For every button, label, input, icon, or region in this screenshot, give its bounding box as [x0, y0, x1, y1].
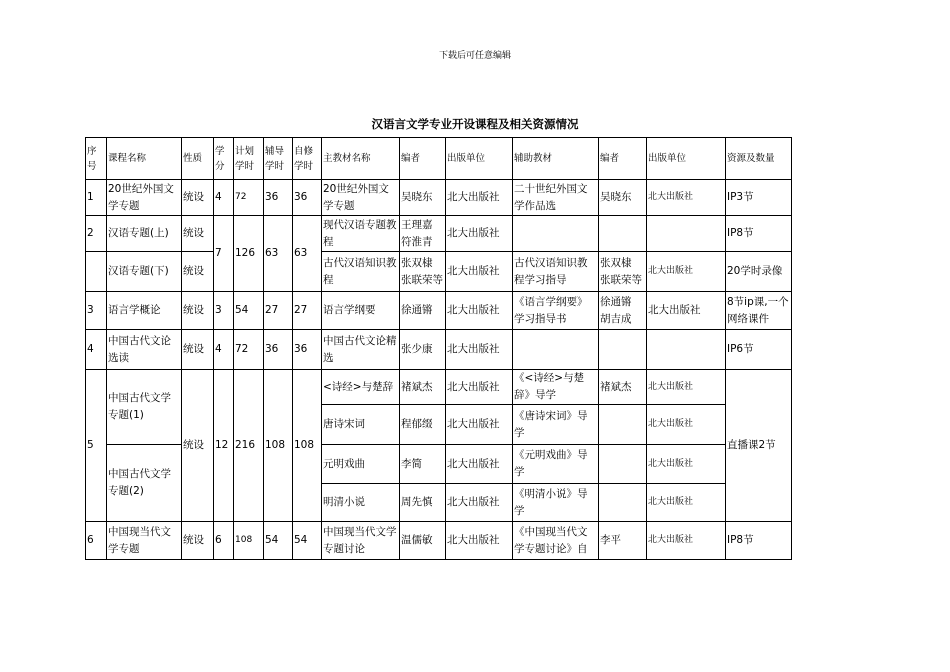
table-row — [86, 252, 792, 292]
cell-aux-publisher: 北大出版社 — [647, 252, 726, 292]
header-cell: 编者 — [400, 138, 446, 180]
header-cell: 资源及数量 — [726, 138, 792, 180]
cell-credit: 7 — [214, 216, 234, 292]
cell-resources: 直播课2节 — [726, 370, 792, 522]
cell-course: 中国古代文论选读 — [107, 330, 182, 370]
cell-aux-publisher — [647, 330, 726, 370]
cell-editor: 张少康 — [400, 330, 446, 370]
cell-self-hours: 36 — [293, 180, 322, 216]
cell-resources: IP3节 — [726, 180, 792, 216]
cell-aux-textbook: 《中国现当代文学专题讨论》自 — [513, 522, 599, 560]
cell-aux-editor — [599, 445, 647, 484]
cell-plan-hours: 72 — [234, 330, 264, 370]
cell-publisher: 北大出版社 — [446, 405, 513, 445]
cell-tutor-hours: 54 — [264, 522, 293, 560]
cell-no: 4 — [86, 330, 107, 370]
cell-editor: 周先慎 — [400, 484, 446, 522]
cell-nature: 统设 — [182, 330, 214, 370]
cell-editor: 王理嘉 符淮青 — [400, 216, 446, 252]
cell-textbook: 中国古代文论精选 — [322, 330, 400, 370]
table-row — [86, 330, 792, 370]
cell-aux-textbook — [513, 216, 599, 252]
cell-self-hours: 108 — [293, 370, 322, 522]
cell-no — [86, 252, 107, 292]
cell-no: 1 — [86, 180, 107, 216]
cell-nature: 统设 — [182, 180, 214, 216]
header-cell: 出版单位 — [446, 138, 513, 180]
cell-publisher: 北大出版社 — [446, 292, 513, 330]
cell-editor: 褚斌杰 — [400, 370, 446, 405]
cell-course: 语言学概论 — [107, 292, 182, 330]
header-cell: 序号 — [86, 138, 107, 180]
cell-aux-editor: 吴晓东 — [599, 180, 647, 216]
cell-no: 2 — [86, 216, 107, 252]
cell-no: 5 — [86, 370, 107, 522]
table-row — [86, 180, 792, 216]
cell-self-hours: 54 — [293, 522, 322, 560]
cell-aux-editor: 李平 — [599, 522, 647, 560]
cell-aux-publisher: 北大出版社 — [647, 370, 726, 405]
cell-self-hours: 63 — [293, 216, 322, 292]
cell-textbook: 20世纪外国文学专题 — [322, 180, 400, 216]
cell-textbook: 唐诗宋词 — [322, 405, 400, 445]
cell-self-hours: 36 — [293, 330, 322, 370]
cell-course: 汉语专题(上) — [107, 216, 182, 252]
table-row — [86, 522, 792, 560]
cell-publisher: 北大出版社 — [446, 252, 513, 292]
cell-aux-publisher: 北大出版社 — [647, 445, 726, 484]
cell-resources: IP8节 — [726, 216, 792, 252]
header-cell: 编者 — [599, 138, 647, 180]
header-cell: 辅助教材 — [513, 138, 599, 180]
cell-aux-editor — [599, 405, 647, 445]
cell-aux-textbook — [513, 330, 599, 370]
cell-editor: 李简 — [400, 445, 446, 484]
header-cell: 课程名称 — [107, 138, 182, 180]
cell-course: 中国古代文学专题(2) — [107, 445, 182, 522]
header-cell: 主教材名称 — [322, 138, 400, 180]
cell-textbook: 元明戏曲 — [322, 445, 400, 484]
cell-editor: 张双棣 张联荣等 — [400, 252, 446, 292]
cell-nature: 统设 — [182, 252, 214, 292]
cell-aux-textbook: 《<诗经>与楚辞》导学 — [513, 370, 599, 405]
cell-textbook: 现代汉语专题教程 — [322, 216, 400, 252]
cell-textbook: 语言学纲要 — [322, 292, 400, 330]
course-resource-table — [85, 137, 792, 560]
cell-aux-publisher: 北大出版社 — [647, 522, 726, 560]
cell-nature: 统设 — [182, 216, 214, 252]
table-row — [86, 216, 792, 252]
cell-tutor-hours: 36 — [264, 180, 293, 216]
cell-aux-textbook: 《明清小说》导学 — [513, 484, 599, 522]
table-header-row — [86, 138, 792, 180]
cell-tutor-hours: 63 — [264, 216, 293, 292]
cell-no: 3 — [86, 292, 107, 330]
cell-editor: 温儒敏 — [400, 522, 446, 560]
cell-aux-editor: 张双棣 张联荣等 — [599, 252, 647, 292]
header-cell: 辅导学时 — [264, 138, 293, 180]
cell-credit: 12 — [214, 370, 234, 522]
cell-aux-textbook: 《唐诗宋词》导学 — [513, 405, 599, 445]
cell-publisher: 北大出版社 — [446, 445, 513, 484]
cell-plan-hours: 216 — [234, 370, 264, 522]
cell-aux-textbook: 二十世纪外国文学作品选 — [513, 180, 599, 216]
cell-aux-editor — [599, 216, 647, 252]
header-cell: 出版单位 — [647, 138, 726, 180]
header-cell: 性质 — [182, 138, 214, 180]
cell-editor: 徐通锵 — [400, 292, 446, 330]
cell-publisher: 北大出版社 — [446, 216, 513, 252]
document-title: 汉语言文学专业开设课程及相关资源情况 — [371, 117, 579, 131]
cell-credit: 4 — [214, 330, 234, 370]
cell-plan-hours: 54 — [234, 292, 264, 330]
cell-self-hours: 27 — [293, 292, 322, 330]
cell-editor: 程郁缀 — [400, 405, 446, 445]
cell-textbook: 明清小说 — [322, 484, 400, 522]
cell-resources: 8节ip课,一个网络课件 — [726, 292, 792, 330]
header-cell: 学分 — [214, 138, 234, 180]
cell-tutor-hours: 108 — [264, 370, 293, 522]
cell-aux-textbook: 古代汉语知识教程学习指导 — [513, 252, 599, 292]
cell-publisher: 北大出版社 — [446, 330, 513, 370]
cell-plan-hours: 72 — [234, 180, 264, 216]
cell-plan-hours: 108 — [234, 522, 264, 560]
cell-plan-hours: 126 — [234, 216, 264, 292]
table-row — [86, 292, 792, 330]
cell-nature: 统设 — [182, 522, 214, 560]
header-cell: 自修学时 — [293, 138, 322, 180]
cell-textbook: 中国现当代文学专题讨论 — [322, 522, 400, 560]
cell-course: 20世纪外国文学专题 — [107, 180, 182, 216]
header-note: 下载后可任意编辑 — [438, 51, 511, 61]
cell-publisher: 北大出版社 — [446, 180, 513, 216]
cell-aux-textbook: 《语言学纲要》学习指导书 — [513, 292, 599, 330]
header-cell: 计划学时 — [234, 138, 264, 180]
cell-aux-editor — [599, 330, 647, 370]
cell-course: 汉语专题(下) — [107, 252, 182, 292]
cell-no: 6 — [86, 522, 107, 560]
cell-credit: 6 — [214, 522, 234, 560]
cell-aux-publisher: 北大出版社 — [647, 292, 726, 330]
cell-resources: IP6节 — [726, 330, 792, 370]
cell-aux-publisher — [647, 216, 726, 252]
cell-textbook: <诗经>与楚辞 — [322, 370, 400, 405]
cell-textbook: 古代汉语知识教程 — [322, 252, 400, 292]
cell-course: 中国现当代文学专题 — [107, 522, 182, 560]
cell-aux-editor: 徐通锵 胡吉成 — [599, 292, 647, 330]
cell-resources: 20学时录像 — [726, 252, 792, 292]
cell-aux-textbook: 《元明戏曲》导学 — [513, 445, 599, 484]
cell-course: 中国古代文学专题(1) — [107, 370, 182, 445]
cell-tutor-hours: 27 — [264, 292, 293, 330]
cell-aux-editor: 褚斌杰 — [599, 370, 647, 405]
cell-resources: IP8节 — [726, 522, 792, 560]
cell-publisher: 北大出版社 — [446, 522, 513, 560]
cell-tutor-hours: 36 — [264, 330, 293, 370]
cell-nature: 统设 — [182, 370, 214, 522]
cell-publisher: 北大出版社 — [446, 484, 513, 522]
cell-publisher: 北大出版社 — [446, 370, 513, 405]
cell-credit: 3 — [214, 292, 234, 330]
cell-aux-publisher: 北大出版社 — [647, 484, 726, 522]
table-row — [86, 370, 792, 405]
cell-aux-editor — [599, 484, 647, 522]
cell-aux-publisher: 北大出版社 — [647, 180, 726, 216]
cell-aux-publisher: 北大出版社 — [647, 405, 726, 445]
cell-credit: 4 — [214, 180, 234, 216]
cell-nature: 统设 — [182, 292, 214, 330]
cell-editor: 吴晓东 — [400, 180, 446, 216]
